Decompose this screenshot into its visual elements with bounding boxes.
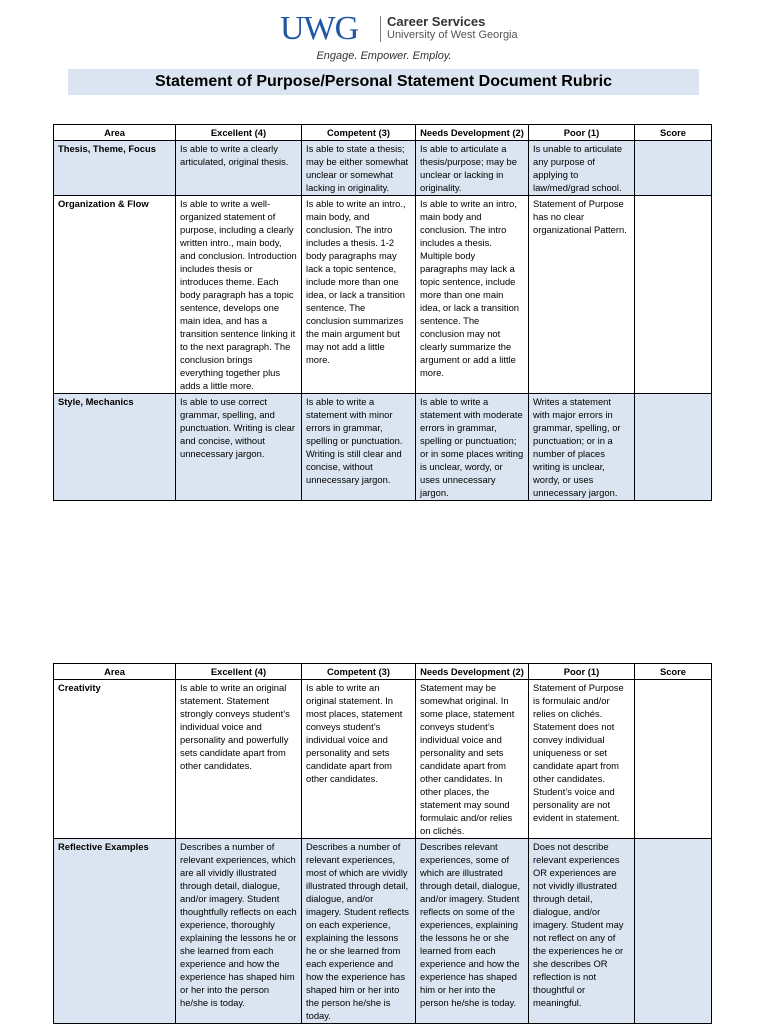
competent-cell: Is able to write a statement with minor errors in grammar, spelling or punctuation. Writing is still clear and concise, without unnecessary jargon. (302, 394, 416, 501)
header-competent: Competent (3) (302, 125, 416, 141)
area-cell: Reflective Examples (54, 839, 176, 1024)
needs-cell: Is able to articulate a thesis/purpose; may be unclear or lacking in originality. (416, 141, 529, 196)
area-cell: Style, Mechanics (54, 394, 176, 501)
area-cell: Thesis, Theme, Focus (54, 141, 176, 196)
org-name: Career Services (387, 14, 486, 29)
poor-cell: Is unable to articulate any purpose of applying to law/med/grad school. (529, 141, 635, 196)
header-poor: Poor (1) (529, 664, 635, 680)
competent-cell: Is able to state a thesis; may be either somewhat unclear or somewhat lacking in originality. (302, 141, 416, 196)
header-score: Score (635, 664, 712, 680)
needs-cell: Statement may be somewhat original. In some place, statement conveys student’s individual voice and personality and sets candidate apart from other candidates. In other places, the statement may sound formulaic and/or relies on clichés. (416, 680, 529, 839)
poor-cell: Statement of Purpose is formulaic and/or relies on clichés. Statement does not convey individual uniqueness or set candidate apart from other candidates. Student’s voice and personality are not evident in statement. (529, 680, 635, 839)
area-cell: Organization & Flow (54, 196, 176, 394)
competent-cell: Is able to write an intro., main body, and conclusion. The intro includes a thesis. 1-2 body paragraphs may lack a topic sentence, include more than one idea, or lack a transition sentence. The conclusion summarizes the main argument but may not add a little more. (302, 196, 416, 394)
rubric-table-2 (53, 663, 712, 1024)
document-title: Statement of Purpose/Personal Statement Document Rubric (68, 69, 699, 95)
header-competent: Competent (3) (302, 664, 416, 680)
header-score: Score (635, 125, 712, 141)
header-poor: Poor (1) (529, 125, 635, 141)
table-header-row (54, 664, 712, 680)
header-area: Area (54, 125, 176, 141)
header-needs-development: Needs Development (2) (416, 125, 529, 141)
header-excellent: Excellent (4) (176, 125, 302, 141)
uwg-logo: UWG (280, 10, 359, 47)
score-cell[interactable] (635, 680, 712, 839)
excellent-cell: Is able to write a well-organized statement of purpose, including a clearly written intro., main body, and conclusion. Introduction includes thesis or introduces theme. Each body paragraph has a topic sentence, develops one main idea, and has a transition sentence linking it to the next paragraph. The conclusion brings everything together plus adds a little more. (176, 196, 302, 394)
needs-cell: Describes relevant experiences, some of which are illustrated through detail, dialogue, and/or imagery. Student reflects on some of the experiences, explaining the lessons he or she learned from each experience and how the experience has shaped him or her into the person he/she is today. (416, 839, 529, 1024)
tagline: Engage. Empower. Employ. (316, 50, 452, 62)
competent-cell: Is able to write an original statement. In most places, statement conveys student’s individual voice and personality and sets candidate apart from other candidates. (302, 680, 416, 839)
competent-cell: Describes a number of relevant experiences, most of which are vividly illustrated through detail, dialogue, and/or imagery. Student reflects on each experience, explaining the lessons he or she learned from each experience and how the experience has shaped him or her into the person he/she is today. (302, 839, 416, 1024)
excellent-cell: Is able to write a clearly articulated, original thesis. (176, 141, 302, 196)
header-area: Area (54, 664, 176, 680)
table-row (54, 839, 712, 1024)
university-name: University of West Georgia (387, 29, 518, 41)
needs-cell: Is able to write a statement with moderate errors in grammar, spelling or punctuation; or in some places writing is unclear, wordy, or uses unnecessary jargon. (416, 394, 529, 501)
excellent-cell: Is able to use correct grammar, spelling, and punctuation. Writing is clear and concise, without unnecessary jargon. (176, 394, 302, 501)
table-row (54, 680, 712, 839)
poor-cell: Does not describe relevant experiences OR experiences are not vividly illustrated through detail, dialogue, and/or imagery. Student may not reflect on any of the experiences he or she describes OR reflection is not thoughtful or meaningful. (529, 839, 635, 1024)
poor-cell: Statement of Purpose has no clear organizational Pattern. (529, 196, 635, 394)
poor-cell: Writes a statement with major errors in grammar, spelling, or punctuation; or in a number of places writing is unclear, wordy, or uses unnecessary jargon. (529, 394, 635, 501)
area-cell: Creativity (54, 680, 176, 839)
header-needs-development: Needs Development (2) (416, 664, 529, 680)
excellent-cell: Is able to write an original statement. Statement strongly conveys student’s individual voice and personality and powerfully sets candidate apart from other candidates. (176, 680, 302, 839)
needs-cell: Is able to write an intro, main body and conclusion. The intro includes a thesis. Multiple body paragraphs may lack a topic sentence, include more than one main idea, or lack a transition sentence. The conclusion may not clearly summarize the argument or add a little more. (416, 196, 529, 394)
score-cell[interactable] (635, 839, 712, 1024)
excellent-cell: Describes a number of relevant experiences, which are all vividly illustrated through detail, dialogue, and/or imagery. Student thoughtfully reflects on each experience, thoroughly explaining the lessons he or she learned from each experience and how the experience has shaped him or her into the person he/she is today. (176, 839, 302, 1024)
header-excellent: Excellent (4) (176, 664, 302, 680)
